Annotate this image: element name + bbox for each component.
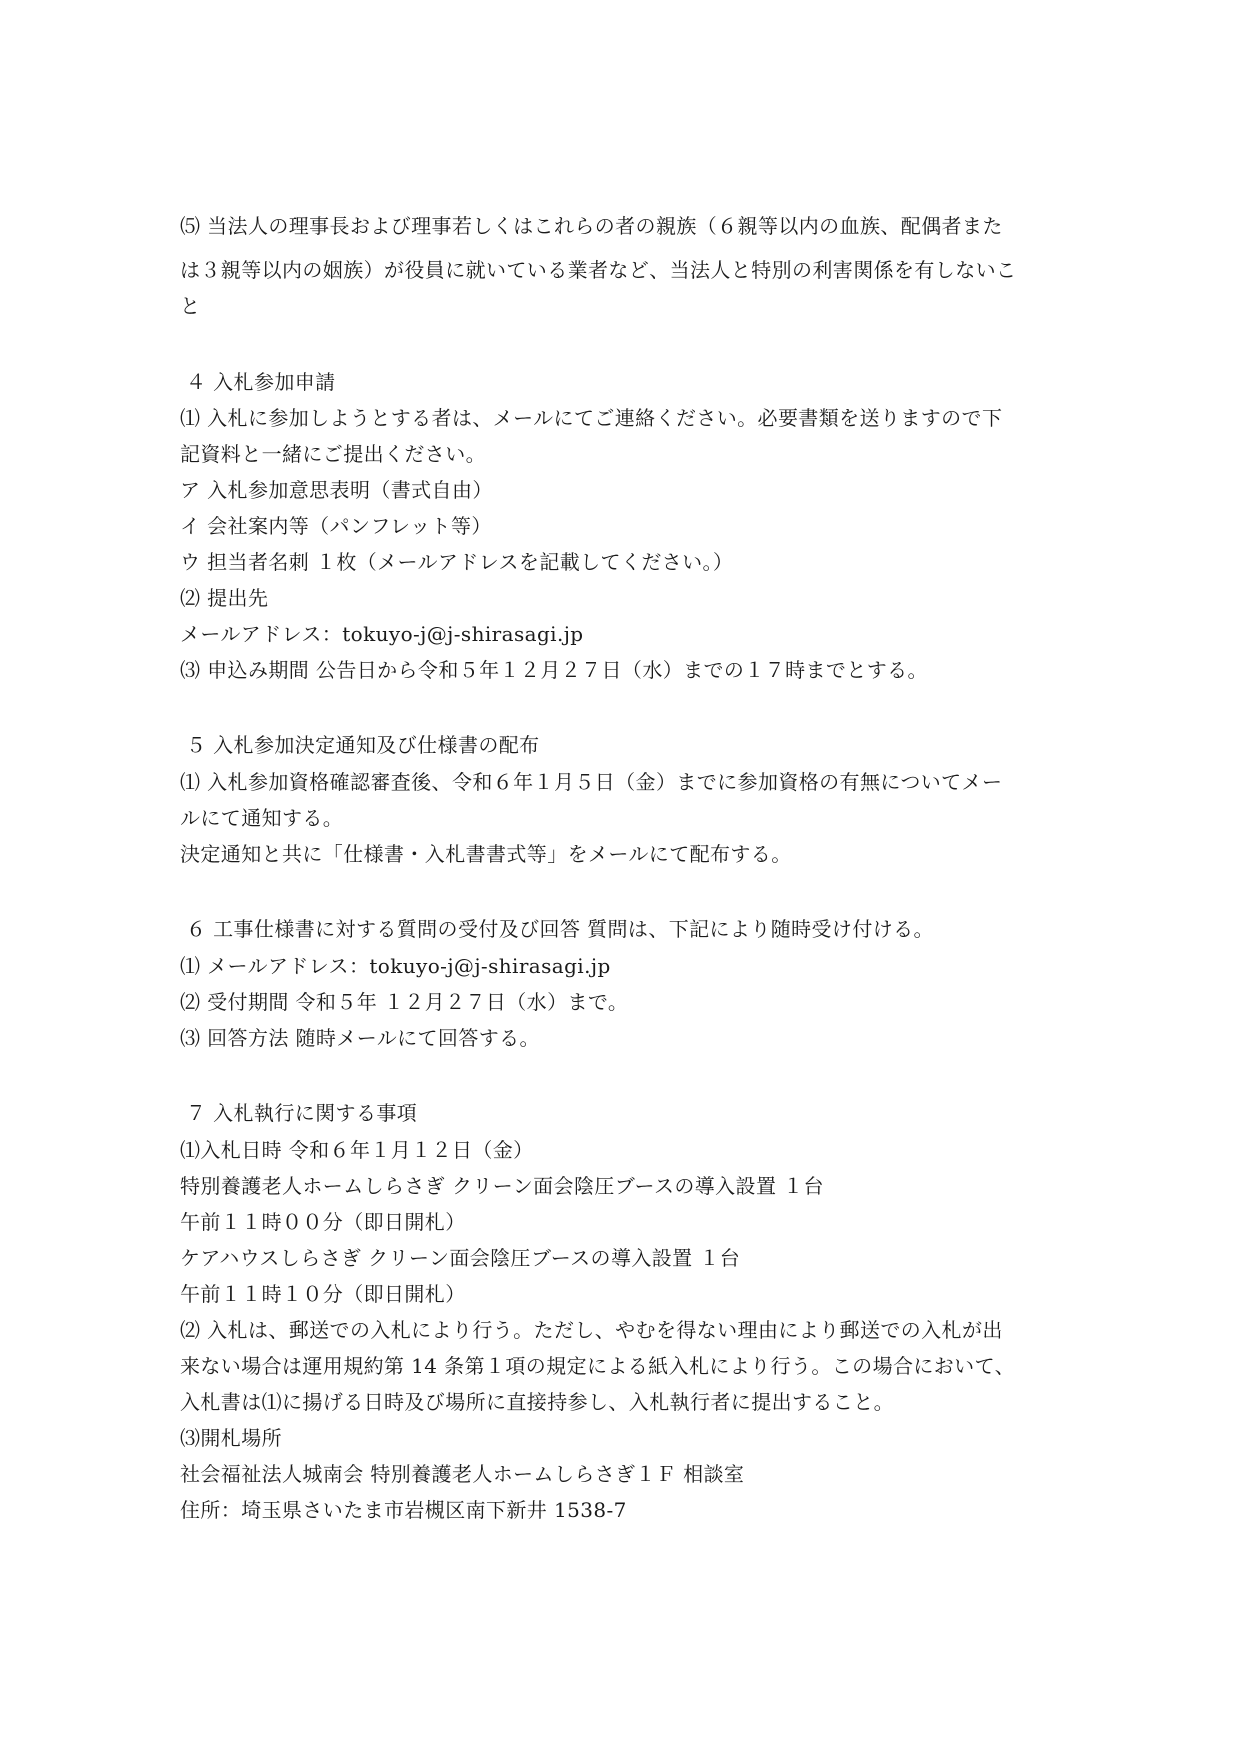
section6-line-3: ⑶ 回答方法 随時メールにて回答する。	[180, 1026, 540, 1050]
section6-heading: ６ 工事仕様書に対する質問の受付及び回答 質問は、下記により随時受け付ける。	[186, 917, 934, 941]
item5-line-2: は３親等以内の姻族）が役員に就いている業者など、当法人と特別の利害関係を有しないこ	[180, 258, 1017, 282]
section6-line-2: ⑵ 受付期間 令和５年 １２月２７日（水）まで。	[180, 990, 629, 1014]
section7-line-11: 住所：埼玉県さいたま市岩槻区南下新井 1538-7	[180, 1498, 627, 1522]
item5-line-1: ⑸ 当法人の理事長および理事若しくはこれらの者の親族（６親等以内の血族、配偶者また	[180, 214, 1003, 238]
section7-heading: ７ 入札執行に関する事項	[186, 1101, 418, 1125]
section7-line-2: 特別養護老人ホームしらさぎ クリーン面会陰圧ブースの導入設置 １台	[180, 1174, 824, 1198]
section7-line-1: ⑴入札日時 令和６年１月１２日（金）	[180, 1138, 534, 1162]
section7-line-3: 午前１１時００分（即日開札）	[180, 1210, 466, 1234]
section7-line-5: 午前１１時１０分（即日開札）	[180, 1282, 466, 1306]
section4-line-3: ア 入札参加意思表明（書式自由）	[180, 478, 493, 502]
section4-line-1: ⑴ 入札に参加しようとする者は、メールにてご連絡ください。必要書類を送りますので下	[180, 406, 1003, 430]
section4-line-8: ⑶ 申込み期間 公告日から令和５年１２月２７日（水）までの１７時までとする。	[180, 658, 928, 682]
section7-line-6: ⑵ 入札は、郵送での入札により行う。ただし、やむを得ない理由により郵送での入札が出	[180, 1318, 1003, 1342]
section7-line-9: ⑶開札場所	[180, 1426, 282, 1450]
section7-line-4: ケアハウスしらさぎ クリーン面会陰圧ブースの導入設置 １台	[180, 1246, 741, 1270]
section4-line-2: 記資料と一緒にご提出ください。	[180, 442, 486, 466]
section4-line-6: ⑵ 提出先	[180, 586, 269, 610]
section5-line-2: ルにて通知する。	[180, 806, 344, 830]
section5-line-1: ⑴ 入札参加資格確認審査後、令和６年１月５日（金）までに参加資格の有無についてメー	[180, 770, 1003, 794]
section4-email: メールアドレス：tokuyo-j@j-shirasagi.jp	[180, 622, 584, 646]
item5-line-3: と	[180, 294, 201, 318]
section6-email: ⑴ メールアドレス：tokuyo-j@j-shirasagi.jp	[180, 954, 611, 978]
section4-line-4: イ 会社案内等（パンフレット等）	[180, 514, 492, 538]
section5-line-3: 決定通知と共に「仕様書・入札書書式等」をメールにて配布する。	[180, 842, 792, 866]
section4-line-5: ウ 担当者名刺 １枚（メールアドレスを記載してください。）	[180, 550, 734, 574]
section4-heading: ４ 入札参加申請	[186, 370, 336, 394]
section7-line-10: 社会福祉法人城南会 特別養護老人ホームしらさぎ１Ｆ 相談室	[180, 1462, 745, 1486]
section5-heading: ５ 入札参加決定通知及び仕様書の配布	[186, 733, 540, 757]
section7-line-8: 入札書は⑴に揚げる日時及び場所に直接持参し、入札執行者に提出すること。	[180, 1390, 894, 1414]
section7-line-7: 来ない場合は運用規約第 14 条第１項の規定による紙入札により行う。この場合において、	[180, 1354, 1015, 1378]
